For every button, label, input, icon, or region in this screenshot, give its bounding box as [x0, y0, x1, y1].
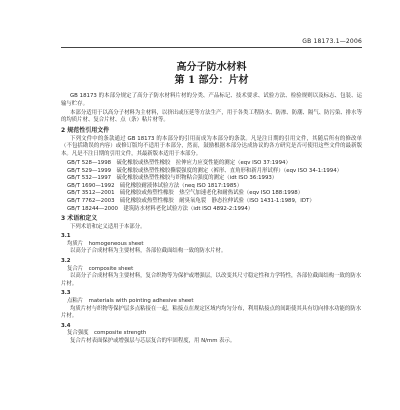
standard-number: GB 18173.1—2006 — [302, 38, 362, 45]
term-number: 3.1 — [61, 233, 71, 240]
normative-reference-item: GB/T 1690—1992 硫化橡胶耐液体试验方法（neq ISO 1817:1985） — [67, 182, 243, 189]
normative-reference-item: GB/T 3512—2001 硫化橡胶或热塑性橡胶 热空气加速老化和耐热试验（eqv ISO 188:1998） — [67, 190, 304, 197]
term-number: 3.3 — [61, 290, 71, 297]
section-heading: 2 规范性引用文件 — [61, 126, 110, 134]
paragraph: 本部分适用于以高分子材料为主材料，以挤出或压延等方法生产，用于各类工程防水、防渗、防潮、隔气、防污染、排水等的均质片材、复合片材、点（条）粘片材等。 — [61, 109, 362, 124]
paragraph: 下列文件中的条款通过 GB 18173 的本部分的引用而成为本部分的条款。凡是注日期的引用文件，其随后所有的修改单（不包括勘误的内容）或修订版均不适用于本部分，然而，鼓励根据本部分达成协议的各方研究是否可使用这些文件的最新版本。凡是不注日期的引用文件，其最新版本适用于本部分。 — [61, 135, 362, 157]
term-definition: 以高分子合成材料为主要材料，复合织物等为保护或增强层，以改变其尺寸稳定性和力学特性，各部位截面结构一致的防水片材。 — [61, 273, 362, 287]
paragraph: GB 18173 的本部分规定了高分子防水材料片材的分类、产品标记、技术要求、试验方法、检验规则以及标志、包装、运输与贮存。 — [61, 93, 362, 107]
header-rule — [61, 47, 362, 48]
term-definition: 复合片材表面保护或增强层与芯层复合的牢固程度，用 N/mm 表示。 — [70, 338, 236, 344]
term-definition: 以高分子合成材料为主要材料，各部位截面结构一致的防水片材。 — [70, 248, 227, 255]
term-name: 复合片 composite sheet — [67, 265, 134, 272]
normative-reference-list — [61, 160, 362, 213]
normative-reference-item: GB/T 7762—2003 硫化橡胶或热塑性橡胶 耐臭氧龟裂 静态拉伸试验（ISO 1431-1:1989，IDT） — [67, 197, 315, 204]
normative-reference-item: GB/T 528—1998 硫化橡胶或热塑性橡胶 拉伸应力应变性能的测定（eqv ISO 37:1994） — [67, 159, 291, 166]
term-name: 点粘片 materials with pointing adhesive sheet — [67, 298, 194, 305]
term-number: 3.4 — [61, 322, 71, 329]
term-name: 复合强度 composite strength — [67, 330, 147, 337]
document-title: 高分子防水材料 — [176, 62, 247, 73]
document-part-title: 第 1 部分：片材 — [174, 75, 249, 86]
paragraph: 下列术语和定义适用于本部分。 — [70, 223, 146, 230]
normative-reference-item: GB/T 18244—2000 建筑防水材料老化试验方法（idt ISO 4892-2:1994） — [67, 205, 254, 212]
term-number: 3.2 — [61, 258, 71, 265]
term-definition: 均质片材与织物等保护层多点粘接在一起，粘接点在规定区域内均匀分布，利用粘接点的间距使其具有切向排水功能的防水片材。 — [61, 305, 362, 320]
term-name: 均质片 homogeneous sheet — [67, 240, 144, 247]
document-body — [61, 93, 362, 347]
normative-reference-item: GB/T 532—1997 硫化橡胶或热塑性橡胶与织物粘合强度的测定（idt ISO 36:1993） — [67, 175, 278, 182]
section-heading: 3 术语和定义 — [61, 215, 98, 223]
normative-reference-item: GB/T 529—1999 硫化橡胶或热塑性橡胶撕裂强度的测定（裤形、直角形和新月形试样）（eqv ISO 34-1:1994） — [67, 167, 343, 174]
